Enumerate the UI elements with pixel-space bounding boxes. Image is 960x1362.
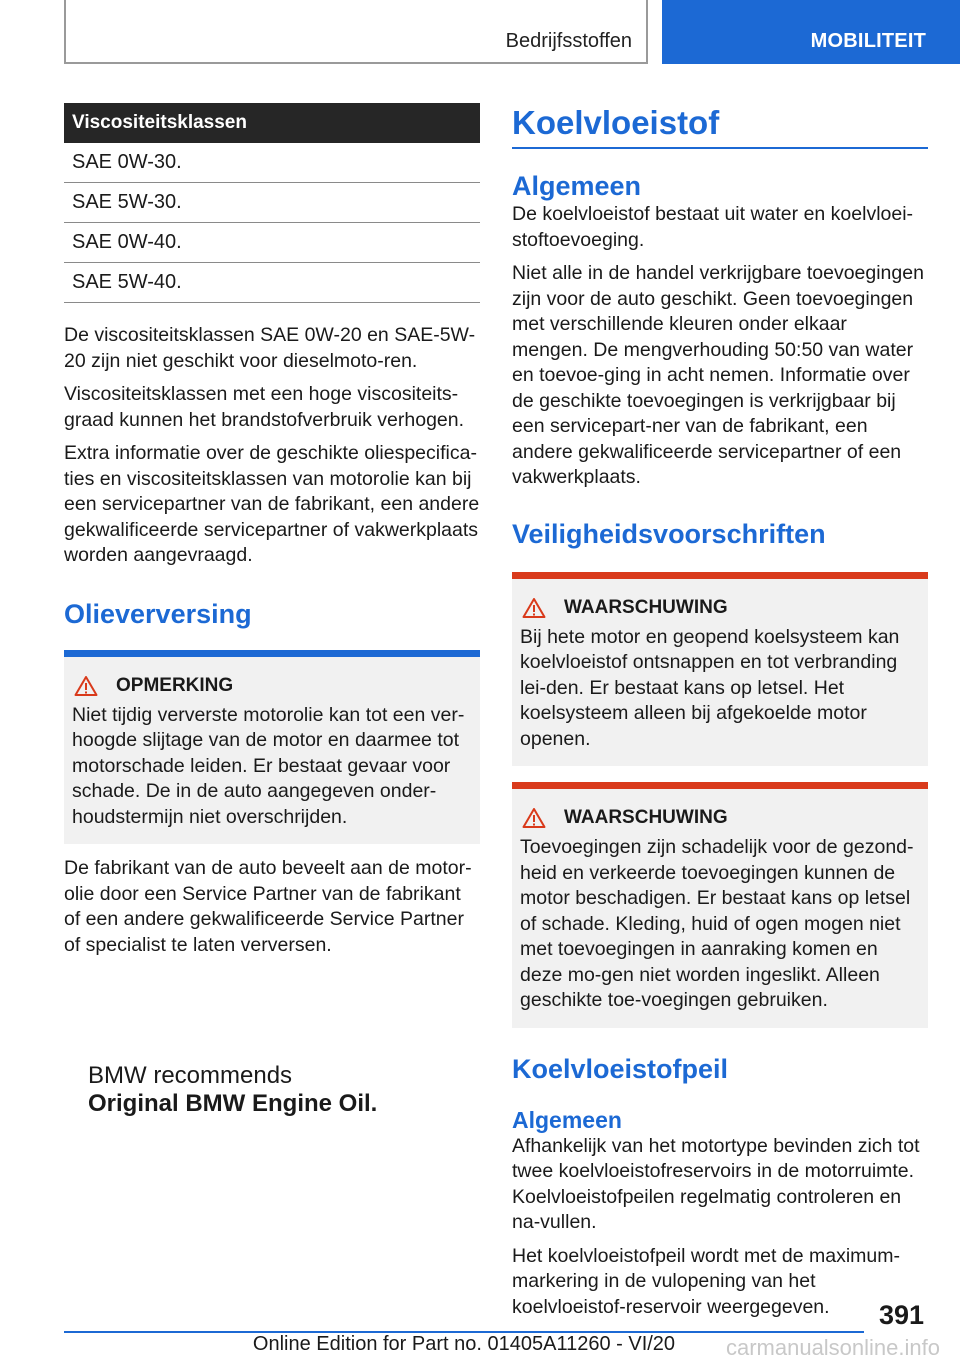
table-row: SAE 5W-40. bbox=[64, 263, 480, 303]
advert-line-1: BMW recommends bbox=[88, 1062, 293, 1089]
subheading-algemeen: Algemeen bbox=[512, 1106, 622, 1133]
footer-edition: Online Edition for Part no. 01405A11260 - VI/20 bbox=[252, 1333, 676, 1355]
section-heading-koelvloeistofpeil: Koelvloeistofpeil bbox=[512, 1053, 729, 1084]
paragraph: Niet alle in de handel verkrijgbare toevoegingen zijn voor de auto geschikt. Geen toevoegingen met verschillende kleuren onder elkaar mengen. De mengverhouding 50:50 van water en toevoe-ging in acht nemen. Informatie over de geschikte toevoegingen is verkrijgbaar bij een servicepart-ner van de fabrikant, een andere gekwalificeerde servicepartner of een vakwerkplaats. bbox=[512, 262, 924, 488]
paragraph: Viscositeitsklassen met een hoge viscositeits-graad kunnen het brandstofverbruik verhogen. bbox=[64, 383, 465, 431]
notice-box bbox=[64, 650, 480, 845]
warning-box bbox=[512, 782, 928, 1028]
header-tab-mobiliteit[interactable]: MOBILITEIT bbox=[662, 0, 960, 64]
notice-text: Niet tijdig ververste motorolie kan tot een ver-hoogde slijtage van de motor en daarmee tot motorschade leiden. Er bestaat gevaar voor schade. De in de auto aangegeven onder-houdstermijn niet overschrijden. bbox=[72, 703, 465, 828]
paragraph: Het koelvloeistofpeil wordt met de maximum-markering in de vulopening van het koelvloeistof-reservoir weergegeven. bbox=[512, 1244, 900, 1318]
page-title: Koelvloeistof bbox=[512, 104, 720, 141]
warning-text: Bij hete motor en geopend koelsysteem kan koelvloeistof ontsnappen en tot verbranding lei-den. Er bestaat kans op letsel. Het koelsysteem alleen bij afgekoelde motor openen. bbox=[520, 625, 900, 750]
warning-title: WAARSCHUWING bbox=[564, 807, 728, 828]
watermark: carmanualsonline.info bbox=[725, 1335, 940, 1360]
warning-title: WAARSCHUWING bbox=[564, 596, 728, 618]
paragraph: De koelvloeistof bestaat uit water en koelvloei-stoftoevoeging. bbox=[512, 203, 914, 251]
table-row: SAE 0W-40. bbox=[64, 223, 480, 263]
table-row: SAE 0W-30. bbox=[64, 143, 480, 183]
section-heading-algemeen: Algemeen bbox=[512, 171, 642, 201]
page-number: 391 bbox=[878, 1300, 924, 1330]
warning-box bbox=[512, 572, 928, 767]
warning-text: Toevoegingen zijn schadelijk voor de gezond-heid en verkeerde toevoegingen kunnen de motor beschadigen. Er bestaat kans op letsel of schade. Kleding, huid of ogen mogen niet met toevoegingen in aanraking komen en deze mo-gen niet worden ingeslikt. Alleen geschikte toe-voegingen gebruiken. bbox=[520, 836, 914, 1011]
warning-triangle-icon bbox=[74, 675, 98, 697]
viscosity-table bbox=[64, 103, 480, 303]
notice-title: OPMERKING bbox=[116, 674, 234, 696]
paragraph: De viscositeitsklassen SAE 0W-20 en SAE-5W-20 zijn niet geschikt voor dieselmoto-ren. bbox=[64, 324, 476, 372]
left-column bbox=[64, 103, 480, 966]
paragraph: Afhankelijk van het motortype bevinden zich tot twee koelvloeistofreservoirs in de motorruimte. Koelvloeistofpeilen regelmatig controleren en na-vullen. bbox=[512, 1134, 920, 1233]
advert-line-2: Original BMW Engine Oil. bbox=[88, 1090, 378, 1117]
header-section-box bbox=[64, 0, 648, 64]
warning-triangle-icon bbox=[522, 597, 546, 619]
section-heading-olieverversing: Olieverversing bbox=[64, 598, 252, 629]
table-row: SAE 5W-30. bbox=[64, 183, 480, 223]
paragraph: Extra informatie over de geschikte oliespecifica-ties en viscositeitsklassen van motorolie kan bij een servicepartner van de fabrikant, een andere gekwalificeerde servicepartner of vakwerkplaats worden aangevraagd. bbox=[64, 442, 480, 566]
section-heading-veiligheid: Veiligheidsvoorschriften bbox=[512, 518, 826, 549]
right-column bbox=[512, 103, 928, 1328]
paragraph: De fabrikant van de auto beveelt aan de motor-olie door een Service Partner van de fabrikant of een andere gekwalificeerde Service Partner of specialist te laten verversen. bbox=[64, 857, 472, 956]
bmw-oil-advert bbox=[88, 1062, 377, 1118]
warning-triangle-icon bbox=[522, 807, 546, 829]
header-section-title: Bedrijfsstoffen bbox=[505, 30, 632, 52]
table-header: Viscositeitsklassen bbox=[64, 103, 480, 143]
